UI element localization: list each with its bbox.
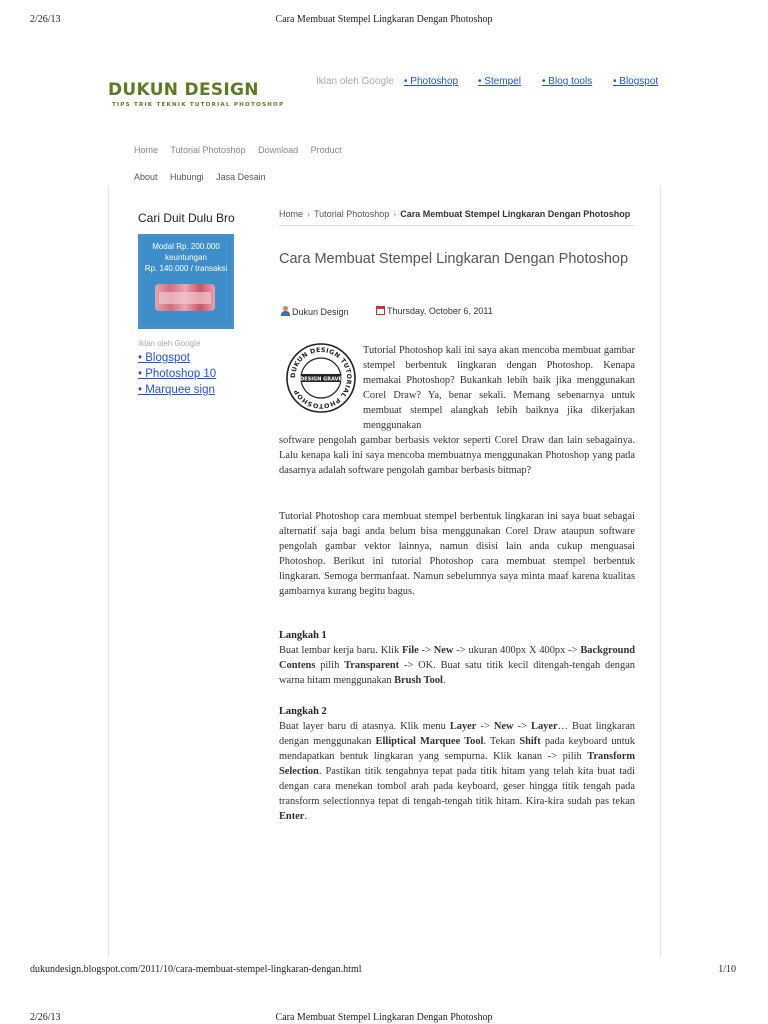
author-icon <box>281 306 290 316</box>
sidebar-ads-label: Iklan oleh Google <box>138 339 201 348</box>
banner-line-3: Rp. 140.000 / transaksi <box>144 264 228 273</box>
ad-link-blogspot[interactable]: • Blogspot <box>613 76 659 87</box>
print-title: Cara Membuat Stempel Lingkaran Dengan Photoshop <box>275 14 493 25</box>
post-author[interactable] <box>281 306 349 317</box>
print-title-next: Cara Membuat Stempel Lingkaran Dengan Photoshop <box>275 1012 493 1023</box>
logo-tagline: TIPS TRIK TEKNIK TUTORIAL PHOTOSHOP <box>112 102 285 108</box>
sidebar-banner-ad[interactable] <box>138 234 234 329</box>
nav-product[interactable]: Product <box>310 145 342 155</box>
print-page-number: 1/10 <box>718 964 736 975</box>
print-date-next: 2/26/13 <box>30 1012 61 1023</box>
nav-download[interactable]: Download <box>258 145 299 155</box>
step-2-heading: Langkah 2 <box>279 706 327 717</box>
paragraph-intro-b: software pengolah gambar berbasis vektor seperti Corel Draw dan lain sebagainya. Lalu kenapa kali ini saya mencoba membuatnya menggunakan Photoshop yang pada dasarnya adalah software pengolah gambar berbasis bitmap? <box>279 435 635 476</box>
sidebar-title: Cari Duit Dulu Bro <box>138 211 235 225</box>
step-1-text: Buat lembar kerja baru. Klik File -> New -> ukuran 400px X 400px -> Background Contens pilih Transparent -> OK. Buat satu titik kecil ditengah-tengah dengan warna hitam menggunakan Brush Tool. <box>279 645 636 686</box>
breadcrumb-current: Cara Membuat Stempel Lingkaran Dengan Photoshop <box>400 209 631 219</box>
banner-line-1: Modal Rp. 200.000 <box>152 242 220 251</box>
content-frame-left-border <box>108 186 109 956</box>
stamp-center-text: DESIGN GRAVE <box>300 376 342 383</box>
step-1-heading: Langkah 1 <box>279 630 327 641</box>
logo-title: DUKUN DESIGN <box>108 80 259 100</box>
breadcrumb-category[interactable]: Tutorial Photoshop <box>314 209 390 219</box>
sidebar-link-blogspot[interactable]: • Blogspot <box>138 352 190 364</box>
post-date <box>376 306 493 316</box>
sidebar <box>138 211 258 396</box>
ads-label: Iklan oleh Google <box>316 76 394 87</box>
breadcrumb-separator: › <box>393 209 397 219</box>
author-name: Dukun Design <box>292 307 349 317</box>
nav-hubungi[interactable]: Hubungi <box>170 172 204 182</box>
secondary-nav <box>134 172 276 182</box>
print-date: 2/26/13 <box>30 14 61 25</box>
site-logo[interactable] <box>108 80 284 108</box>
nav-jasa-desain[interactable]: Jasa Desain <box>216 172 266 182</box>
content-frame-right-border <box>660 186 661 956</box>
sidebar-link-photoshop-10[interactable]: • Photoshop 10 <box>138 368 217 380</box>
breadcrumb-separator: › <box>307 209 311 219</box>
nav-home[interactable]: Home <box>134 145 159 155</box>
banner-line-2: keuntungan <box>165 253 207 262</box>
nav-tutorial-photoshop[interactable]: Tutorial Photoshop <box>170 145 246 155</box>
date-text: Thursday, October 6, 2011 <box>387 306 493 316</box>
breadcrumb-home[interactable]: Home <box>279 209 304 219</box>
ad-link-blog-tools[interactable]: • Blog tools <box>542 76 593 87</box>
main-nav <box>134 145 352 155</box>
sidebar-link-marquee-sign[interactable]: • Marquee sign <box>138 384 215 396</box>
step-2-text: Buat layer baru di atasnya. Klik menu Layer -> New -> Layer… Buat lingkaran dengan menggunakan Elliptical Marquee Tool. Tekan Shift pada keyboard untuk mendapatkan bentuk lingkaran yang sempurna. Klik kanan -> pilih Transform Selection. Pastikan titik tengahnya tepat pada titik hitam yang telah kita buat tadi dengan cara menekan tombol arah pada keyboard, geser hingga titik tengah pada transform selectionnya tepat di tengah-tengah titik hitam. Kira-kira sudah pas tekan Enter. <box>279 721 636 822</box>
ad-link-stempel[interactable]: • Stempel <box>478 76 521 87</box>
stamp-image <box>285 342 357 414</box>
breadcrumb <box>279 208 635 226</box>
nav-about[interactable]: About <box>134 172 158 182</box>
calendar-icon <box>376 306 385 315</box>
paragraph-intro-a: Tutorial Photoshop kali ini saya akan mencoba membuat gambar stempel berbentuk lingkaran dengan Photoshop. Kenapa memakai Photoshop? Bukankah lebih baik jika menggunakan Corel Draw? Ya, benar sekali. Memang sebenarnya untuk membuat stempel alangkah lebih baiknya jika dikerjakan menggunakan <box>363 345 635 431</box>
stamp-ring-text: DUKUN DESIGN TUTORIAL PHOTOSHOP <box>289 346 353 410</box>
paragraph-2: Tutorial Photoshop cara membuat stempel berbentuk lingkaran ini saya buat sebagai alternatif saja bagi anda belum bisa menggunakan Corel Draw ataupun software pengolah gambar vektor lainnya, namun disisi lain anda cukup menguasai Photoshop. Berikut ini tutorial Photoshop cara membuat stempel berbentuk lingkaran. Semoga bermanfaat. Namun sebelumnya saya minta maaf karena kualitas gambarnya kurang begitu bagus. <box>279 511 635 597</box>
money-image-highlight <box>159 292 211 304</box>
ad-link-photoshop[interactable]: • Photoshop <box>404 76 459 87</box>
print-url: dukundesign.blogspot.com/2011/10/cara-membuat-stempel-lingkaran-dengan.html <box>30 964 362 975</box>
post-title: Cara Membuat Stempel Lingkaran Dengan Photoshop <box>279 251 629 267</box>
